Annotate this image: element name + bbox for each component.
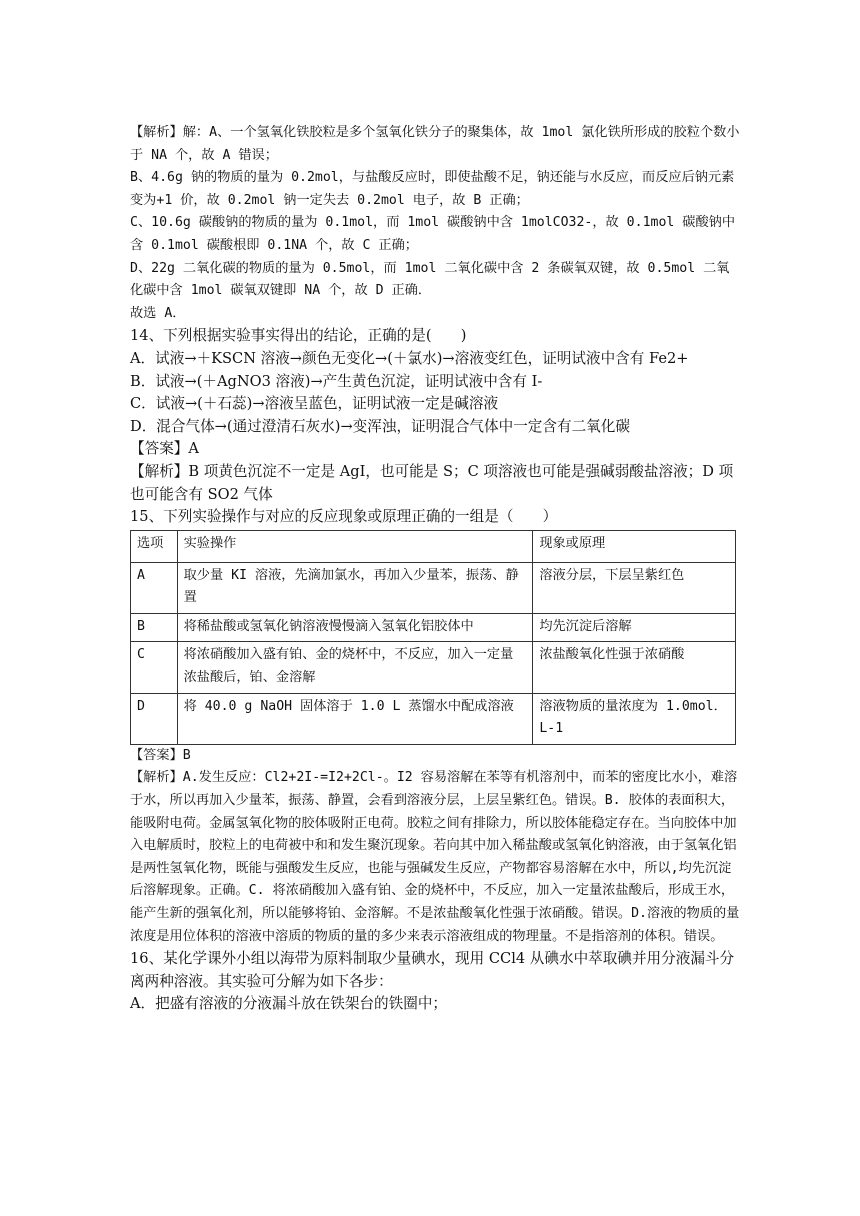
q15-stem: 15、下列实验操作与对应的反应现象或原理正确的一组是（ ） xyxy=(130,508,558,526)
q13-explanation-line-1: 【解析】解：A、一个氢氧化铁胶粒是多个氢氧化铁分子的聚集体，故 1mol 氯化铁所形成的胶粒个数小于 NA 个，故 A 错误； xyxy=(130,125,740,163)
q13-explanation-line-2: B、4.6g 钠的物质的量为 0.2mol，与盐酸反应时，即使盐酸不足，钠还能与水反应，而反应后钠元素变为+1 价，故 0.2mol 钠一定失去 0.2mol 电子，故 B 正确； xyxy=(130,170,735,208)
table-row xyxy=(131,613,736,642)
question-15 xyxy=(130,506,740,948)
q16-stem: 16、某化学课外小组以海带为原料制取少量碘水，现用 CCl4 从碘水中萃取碘并用分液漏斗分离两种溶液。其实验可分解为如下各步： xyxy=(130,950,735,990)
q15-explanation: 【解析】A.发生反应：Cl2+2I-=I2+2Cl-。I2 容易溶解在苯等有机溶剂中，而苯的密度比水小，难溶于水，所以再加入少量苯，振荡、静置，会看到溶液分层，上层呈紫红色。错误。B. 胶体的表面积大，能吸附电荷。金属氢氧化物的胶体吸附正电荷。胶粒之间有排除力，所以胶体能稳定存在。当向胶体中加入电解质时，胶粒上的电荷被中和和发生聚沉现象。若向其中加入稀盐酸或氢氧化钠溶液，由于氢氧化铝是两性氢氧化物，既能与强酸发生反应，也能与强碱发生反应，产物都容易溶解在水中，所以,均先沉淀后溶解现象。正确。C. 将浓硝酸加入盛有铂、金的烧杯中，不反应，加入一定量浓盐酸后，形成王水，能产生新的强氧化剂，所以能够将铂、金溶解。不是浓盐酸氧化性强于浓硝酸。错误。D.溶液的物质的量浓度是用位体积的溶液中溶质的物质的量的多少来表示溶液组成的物理量。不是指溶剂的体积。错误。 xyxy=(130,770,740,944)
question-14 xyxy=(130,325,740,506)
table-row xyxy=(131,693,736,744)
q13-explanation-line-3: C、10.6g 碳酸钠的物质的量为 0.1mol，而 1mol 碳酸钠中含 1molCO32-，故 0.1mol 碳酸钠中含 0.1mol 碳酸根即 0.1NA 个，故 C 正确； xyxy=(130,215,736,253)
q14-option-a: A．试液→＋KSCN 溶液→颜色无变化→(＋氯水)→溶液变红色，证明试液中含有 Fe2+ xyxy=(130,349,689,367)
table-cell-operation: 将浓硝酸加入盛有铂、金的烧杯中，不反应，加入一定量浓盐酸后，铂、金溶解 xyxy=(177,642,533,693)
q14-option-d: D．混合气体→(通过澄清石灰水)→变浑浊，证明混合气体中一定含有二氧化碳 xyxy=(130,417,630,435)
table-header-row xyxy=(131,530,736,562)
table-row xyxy=(131,562,736,613)
q15-options-table xyxy=(130,530,736,745)
table-cell-operation: 将 40.0 g NaOH 固体溶于 1.0 L 蒸馏水中配成溶液 xyxy=(177,693,533,744)
q15-answer: 【答案】B xyxy=(130,747,191,763)
table-cell-phenomenon: 均先沉淀后溶解 xyxy=(533,613,736,642)
table-cell-option: B xyxy=(131,613,178,642)
q13-conclusion: 故选 A． xyxy=(130,305,186,321)
table-header-cell: 选项 xyxy=(131,530,178,562)
q14-explanation: 【解析】B 项黄色沉淀不一定是 AgI，也可能是 S；C 项溶液也可能是强碱弱酸盐溶液；D 项也可能含有 SO2 气体 xyxy=(130,462,734,503)
table-header-cell: 实验操作 xyxy=(177,530,533,562)
table-cell-phenomenon: 溶液分层，下层呈紫红色 xyxy=(533,562,736,613)
table-cell-operation: 取少量 KI 溶液，先滴加氯水，再加入少量苯，振荡、静置 xyxy=(177,562,533,613)
q14-answer: 【答案】A xyxy=(130,440,199,458)
table-cell-operation: 将稀盐酸或氢氧化钠溶液慢慢滴入氢氧化铝胶体中 xyxy=(177,613,533,642)
table-cell-phenomenon: 浓盐酸氧化性强于浓硝酸 xyxy=(533,642,736,693)
table-cell-option: A xyxy=(131,562,178,613)
table-row xyxy=(131,642,736,693)
q13-explanation-line-4: D、22g 二氧化碳的物质的量为 0.5mol，而 1mol 二氧化碳中含 2 条碳氧双键，故 0.5mol 二氧化碳中含 1mol 碳氧双键即 NA 个，故 D 正确． xyxy=(130,260,730,299)
q16-step-a: A．把盛有溶液的分液漏斗放在铁架台的铁圈中； xyxy=(130,995,448,1013)
question-16 xyxy=(130,948,740,1016)
page-content xyxy=(130,122,740,1016)
table-cell-option: C xyxy=(131,642,178,693)
table-cell-phenomenon: 溶液物质的量浓度为 1.0mol．L-1 xyxy=(533,693,736,744)
table-cell-option: D xyxy=(131,693,178,744)
q14-option-c: C．试液→(＋石蕊)→溶液呈蓝色，证明试液一定是碱溶液 xyxy=(130,395,499,413)
q14-option-b: B．试液→(＋AgNO3 溶液)→产生黄色沉淀，证明试液中含有 I- xyxy=(130,372,543,390)
q14-stem: 14、下列根据实验事实得出的结论，正确的是( ) xyxy=(130,327,467,345)
table-header-cell: 现象或原理 xyxy=(533,530,736,562)
q13-explanation xyxy=(130,122,740,325)
